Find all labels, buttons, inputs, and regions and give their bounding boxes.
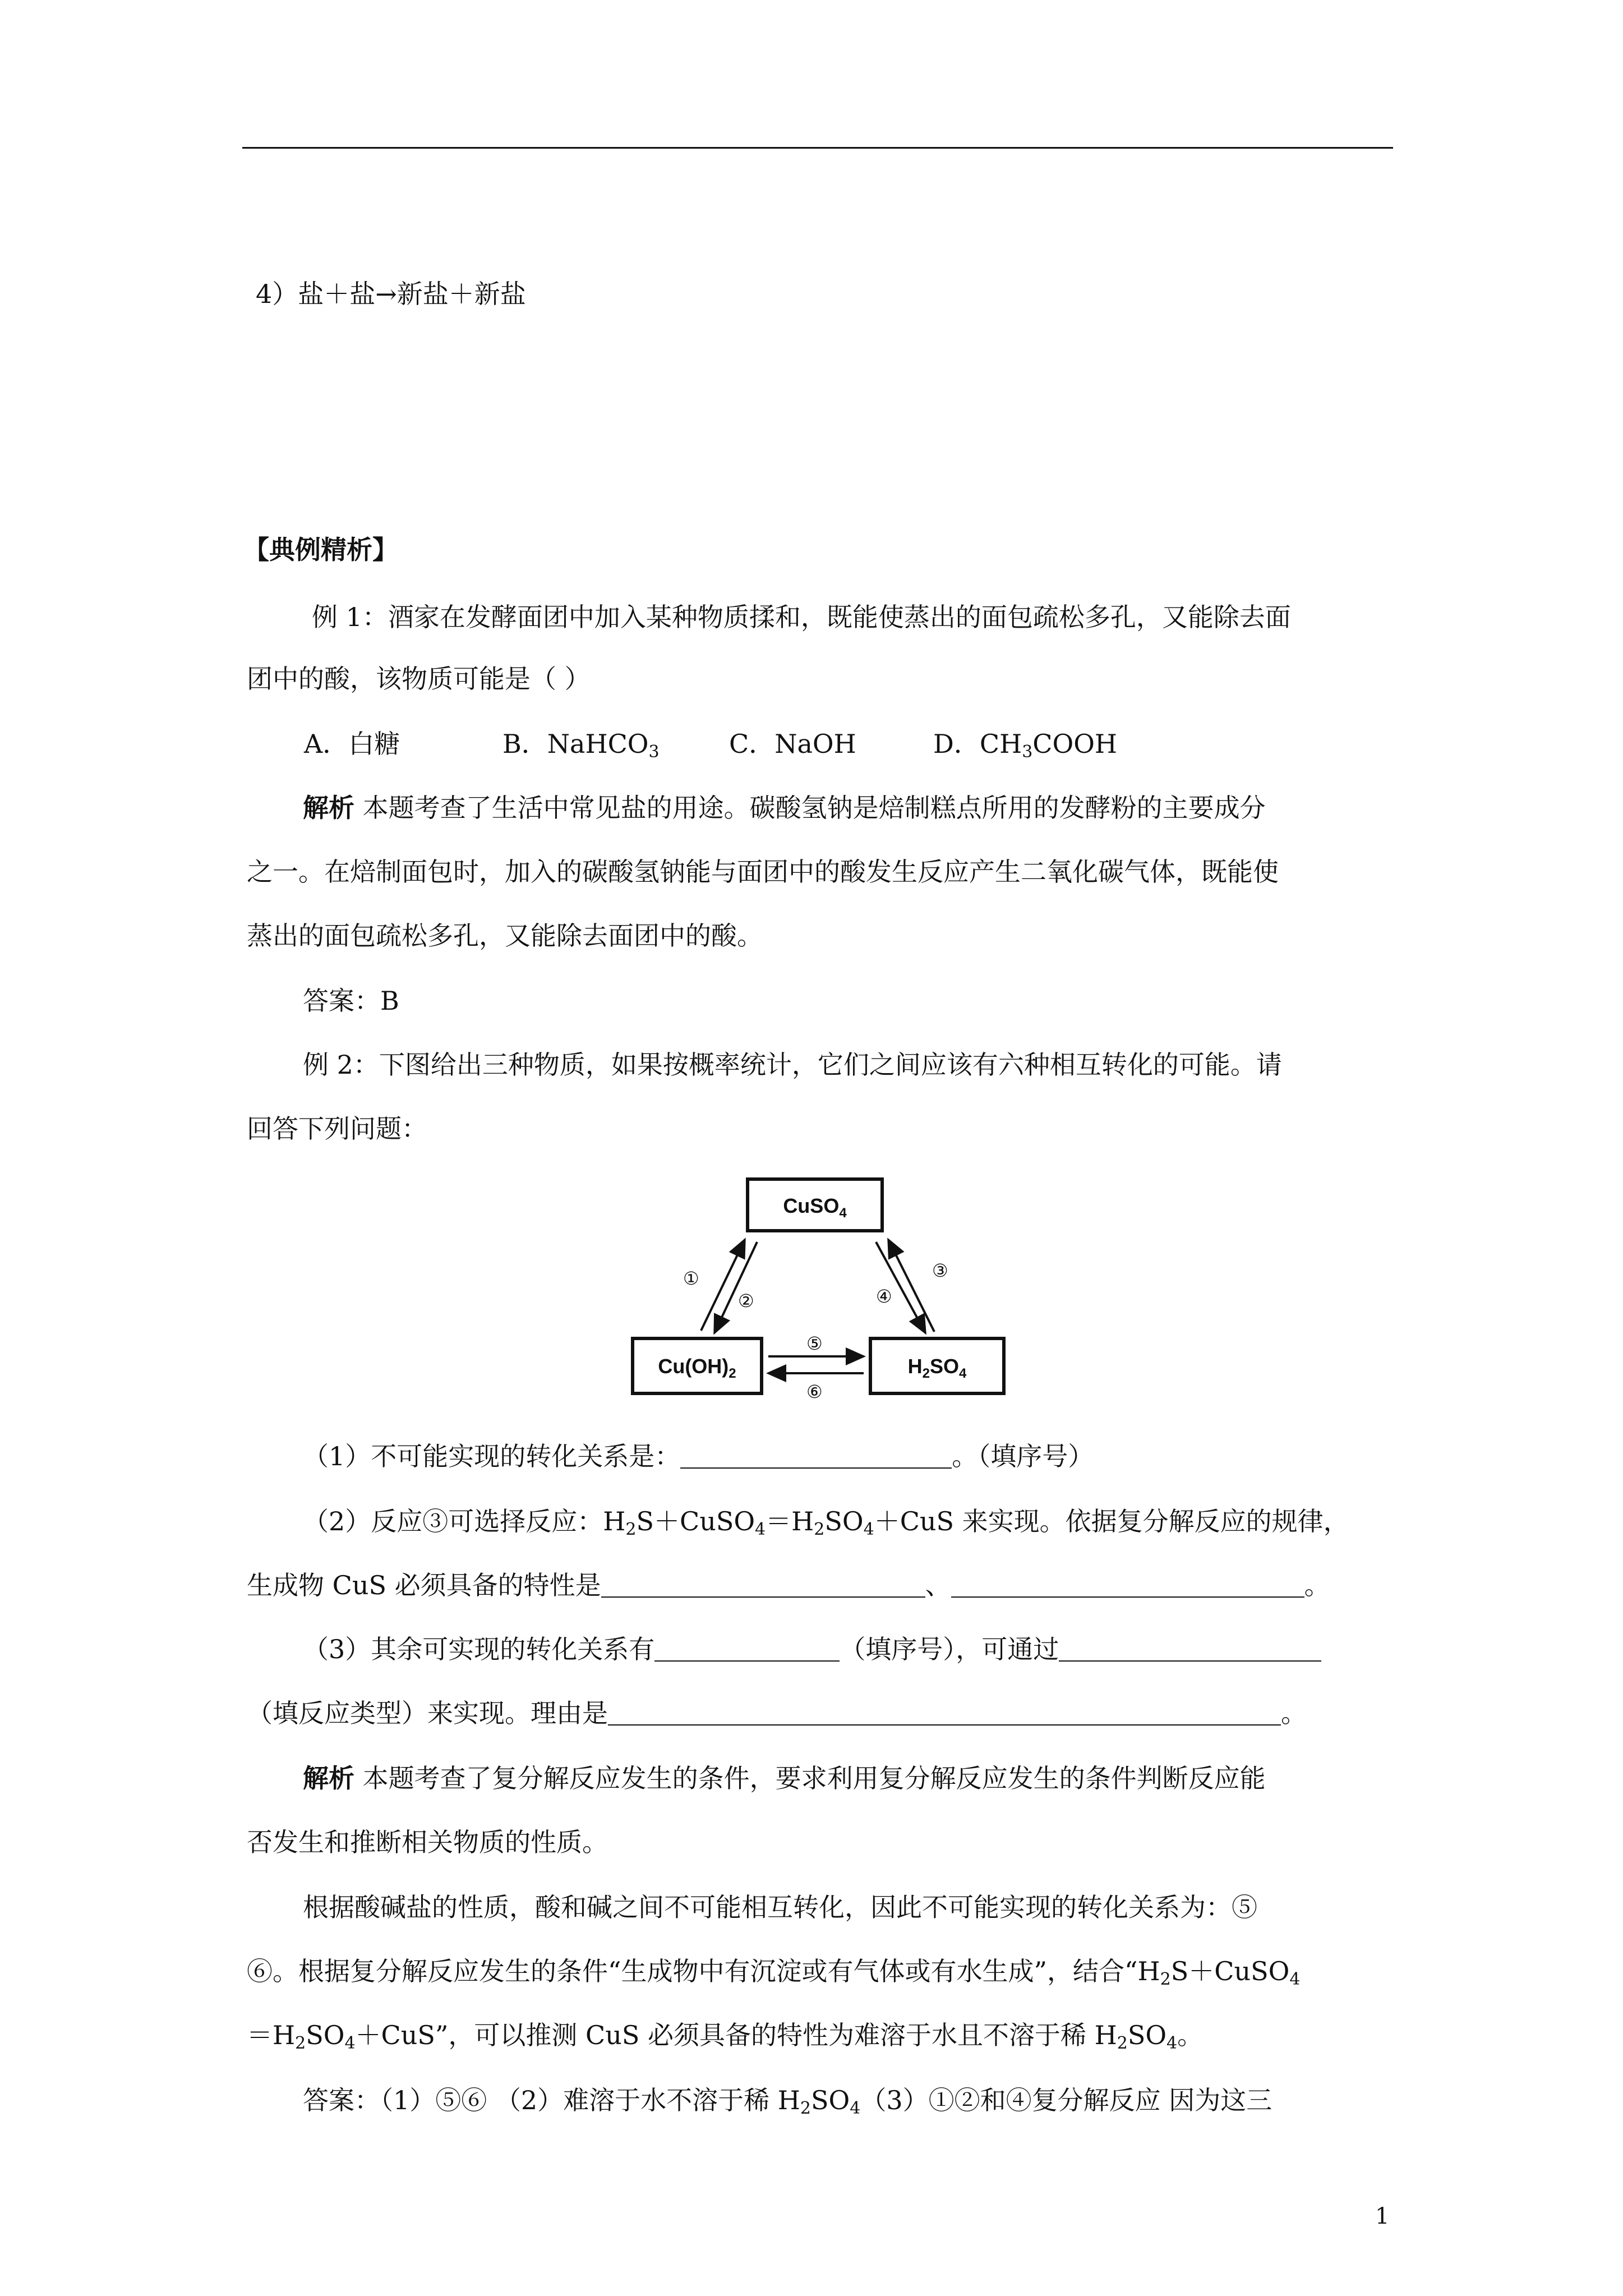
ex2-q3-line1: （3）其余可实现的转化关系有 （填序号），可通过 [303, 1632, 1321, 1666]
ex1-analysis-line1: 解析 本题考查了生活中常见盐的用途。碳酸氢钠是焙制糕点所用的发酵粉的主要成分 [303, 793, 1266, 823]
ex2-analysis-line4: ⑥。根据复分解反应发生的条件“生成物中有沉淀或有气体或有水生成”，结合“$H_2S+CuSO_4$ [247, 1956, 1301, 1989]
arrow-4 [888, 1240, 934, 1332]
ex1-option-c: C．NaOH [729, 729, 856, 759]
ex2-question-line1: 例 2：下图给出三种物质，如果按概率统计，它们之间应该有六种相互转化的可能。请 [303, 1050, 1282, 1080]
ex2-analysis-line2: 否发生和推断相关物质的性质。 [247, 1827, 608, 1857]
ex2-q2-line2: 生成物 CuS 必须具备的特性是 、 。 [247, 1570, 1330, 1600]
label-1: ① [683, 1268, 699, 1289]
svg-text:CuSO4: CuSO$_4$ [783, 1194, 847, 1221]
ex2-q2-line1: （2）反应③可选择反应：$H_2S+CuSO_4=H_2SO_4+CuS$ 来实现。依据复分解反应的规律， [303, 1506, 1349, 1539]
box-cuso4 [748, 1179, 882, 1231]
ex2-q1: （1）不可能实现的转化关系是： 。（填序号） [303, 1441, 1094, 1471]
q2-blank-2 [951, 1572, 1304, 1598]
ex1-option-b: B．NaHCO$_3$ [502, 729, 660, 762]
q2-blank-1 [601, 1572, 925, 1598]
section-4-line: 4）盐＋盐→新盐＋新盐 [256, 279, 526, 309]
label-4: ④ [876, 1286, 892, 1307]
header-rule [242, 147, 1393, 149]
ex1-analysis-line3: 蒸出的面包疏松多孔，又能除去面团中的酸。 [247, 921, 763, 951]
svg-text:H2SO4: $H_2SO_4$ [907, 1355, 967, 1381]
q1-answer-blank [680, 1443, 952, 1469]
ex2-question-line2: 回答下列问题： [247, 1114, 427, 1144]
ex2-analysis-line5: $=H_2SO_4+CuS$”，可以推测 CuS 必须具备的特性为难溶于水且不溶于稀 $H_2SO_4$。 [247, 2020, 1204, 2053]
ex2-q3-line2: （填反应类型）来实现。理由是 。 [247, 1698, 1307, 1728]
page-number: 1 [1375, 2203, 1390, 2229]
ex1-question-line1: 例 1：酒家在发酵面团中加入某种物质揉和，既能使蒸出的面包疏松多孔，又能除去面 [312, 602, 1291, 632]
ex1-analysis-line2: 之一。在焙制面包时，加入的碳酸氢钠能与面团中的酸发生反应产生二氧化碳气体，既能使 [247, 857, 1279, 887]
ex1-option-d: D．$CH_3COOH$ [933, 729, 1118, 762]
box-cu-oh-2 [633, 1338, 762, 1393]
ex1-answer: 答案：B [303, 986, 399, 1016]
label-2: ② [738, 1290, 754, 1312]
label-3: ③ [932, 1260, 948, 1281]
q3-blank-3 [608, 1700, 1281, 1726]
label-5: ⑤ [806, 1333, 823, 1354]
conversion-diagram [628, 1172, 1009, 1402]
ex1-option-a: A．白糖 [304, 729, 400, 759]
q3-blank-2 [1059, 1636, 1321, 1662]
heading-typical-examples: 【典例精析】 [243, 535, 398, 565]
q3-blank-1 [654, 1636, 840, 1662]
ex1-question-line2: 团中的酸，该物质可能是（ ） [247, 664, 591, 694]
svg-text:Cu(OH)2: $Cu(OH)_2$ [658, 1355, 736, 1381]
ex2-analysis-line1: 解析 本题考查了复分解反应发生的条件，要求利用复分解反应发生的条件判断反应能 [303, 1763, 1266, 1793]
ex2-answer: 答案：（1）⑤⑥ （2）难溶于水不溶于稀 $H_2SO_4(3)①②$和④复分解反应 因为这三 [303, 2085, 1272, 2118]
label-6: ⑥ [806, 1381, 823, 1402]
box-h2so4 [870, 1338, 1004, 1393]
ex2-analysis-line3: 根据酸碱盐的性质，酸和碱之间不可能相互转化，因此不可能实现的转化关系为：⑤ [303, 1892, 1257, 1922]
